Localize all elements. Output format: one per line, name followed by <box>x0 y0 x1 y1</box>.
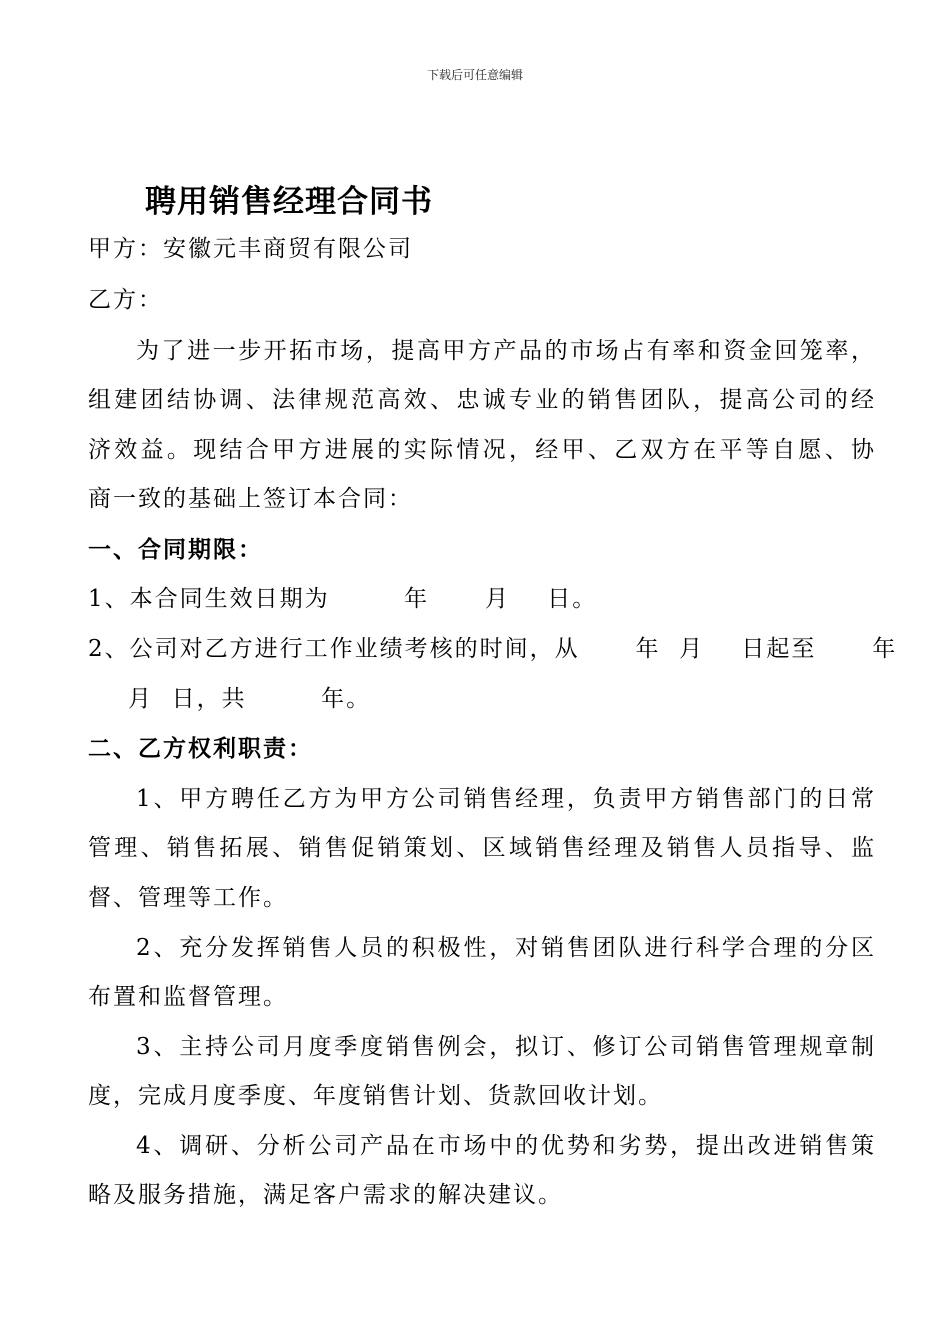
section1-item2-line2: 月 日，共 年。 <box>128 686 372 712</box>
section2-item1-line1: 1、甲方聘任乙方为甲方公司销售经理，负责甲方销售部门的日常 <box>136 786 874 812</box>
section1-item2-line1: 2、公司对乙方进行工作业绩考核的时间，从 年 月 日起至 年 <box>88 636 898 662</box>
intro-line-1: 为了进一步开拓市场，提高甲方产品的市场占有率和资金回笼率， <box>136 338 874 364</box>
section2-item4-line1: 4、调研、分析公司产品在市场中的优势和劣势，提出改进销售策 <box>136 1133 874 1159</box>
intro-line-3: 济效益。现结合甲方进展的实际情况，经甲、乙双方在平等自愿、协 <box>88 437 874 463</box>
section2-item2-line2: 布置和监督管理。 <box>88 984 288 1010</box>
section2-item1-line3: 督、管理等工作。 <box>88 885 288 911</box>
party-a-line: 甲方：安徽元丰商贸有限公司 <box>88 236 413 262</box>
intro-line-2: 组建团结协调、法律规范高效、忠诚专业的销售团队，提高公司的经 <box>88 387 874 413</box>
section2-item3-line1: 3、主持公司月度季度销售例会，拟订、修订公司销售管理规章制 <box>136 1034 874 1060</box>
page-header-note: 下载后可任意编辑 <box>426 68 523 82</box>
party-b-line: 乙方： <box>88 287 163 313</box>
section2-item1-line2: 管理、销售拓展、销售促销策划、区域销售经理及销售人员指导、监 <box>88 835 874 861</box>
intro-line-4: 商一致的基础上签订本合同： <box>88 486 413 512</box>
document-title: 聘用销售经理合同书 <box>145 184 433 220</box>
section1-heading: 一、合同期限： <box>88 537 263 563</box>
section2-item3-line2: 度，完成月度季度、年度销售计划、货款回收计划。 <box>88 1083 663 1109</box>
section2-item2-line1: 2、充分发挥销售人员的积极性，对销售团队进行科学合理的分区 <box>136 935 874 961</box>
section2-item4-line2: 略及服务措施，满足客户需求的解决建议。 <box>88 1182 563 1208</box>
section2-heading: 二、乙方权利职责： <box>88 736 313 762</box>
section1-item1: 1、本合同生效日期为 年 月 日。 <box>88 586 598 612</box>
